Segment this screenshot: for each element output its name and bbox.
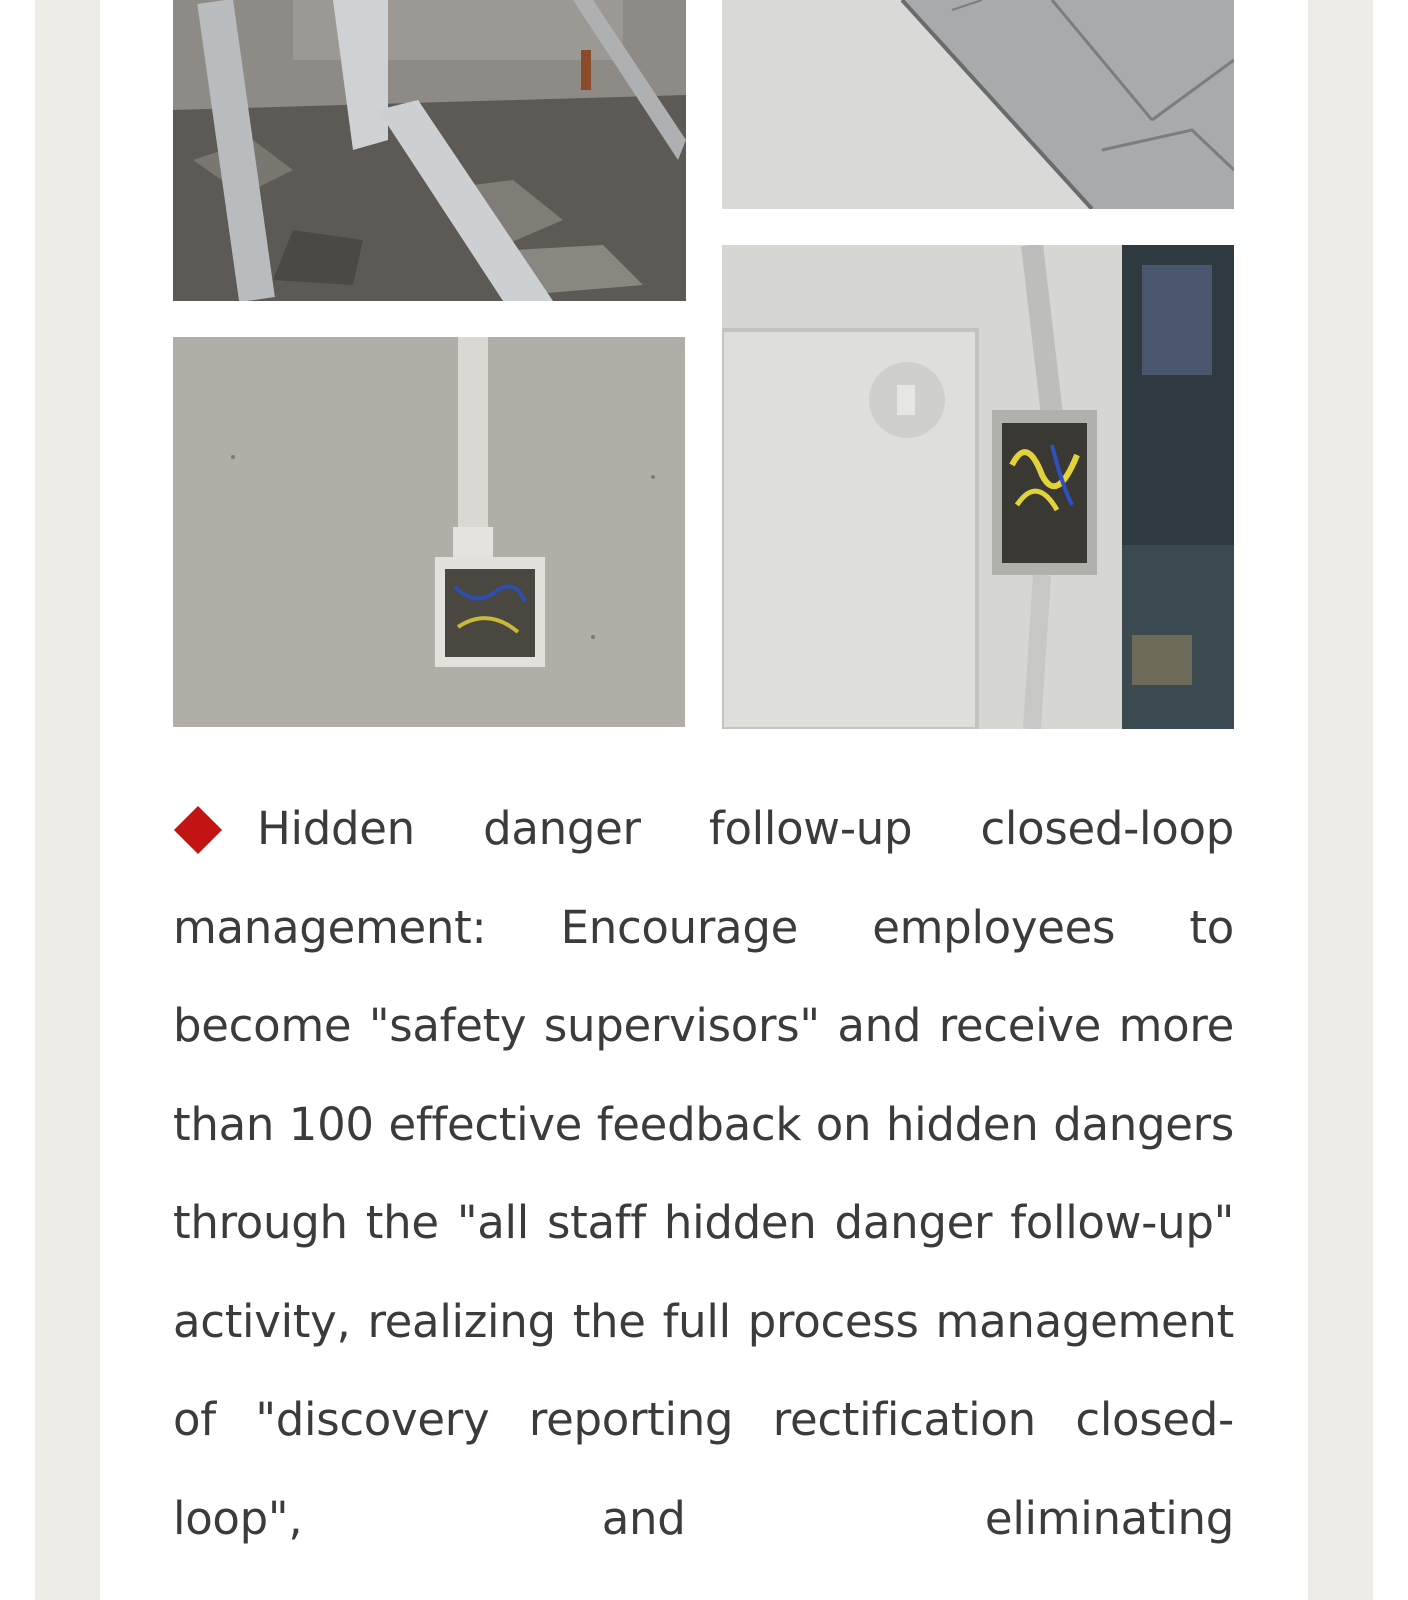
red-diamond-icon <box>174 806 222 854</box>
photo-open-wiring-box <box>722 245 1234 729</box>
paragraph-text: Hidden danger follow-up closed-loop management: Encourage employees to become "safety supervisors" and receive more than 100 effective feedback on hidden dangers through the "all staff hidden danger follow-up" activity, realizing the full process management of "discovery reporting rectification closed-loop", and eliminating <box>173 802 1234 1545</box>
photo-bent-pipe <box>173 0 686 301</box>
body-paragraph <box>173 780 1234 1568</box>
photo-wall-junction-box <box>173 337 685 727</box>
photo-cracked-tiles <box>722 0 1234 209</box>
